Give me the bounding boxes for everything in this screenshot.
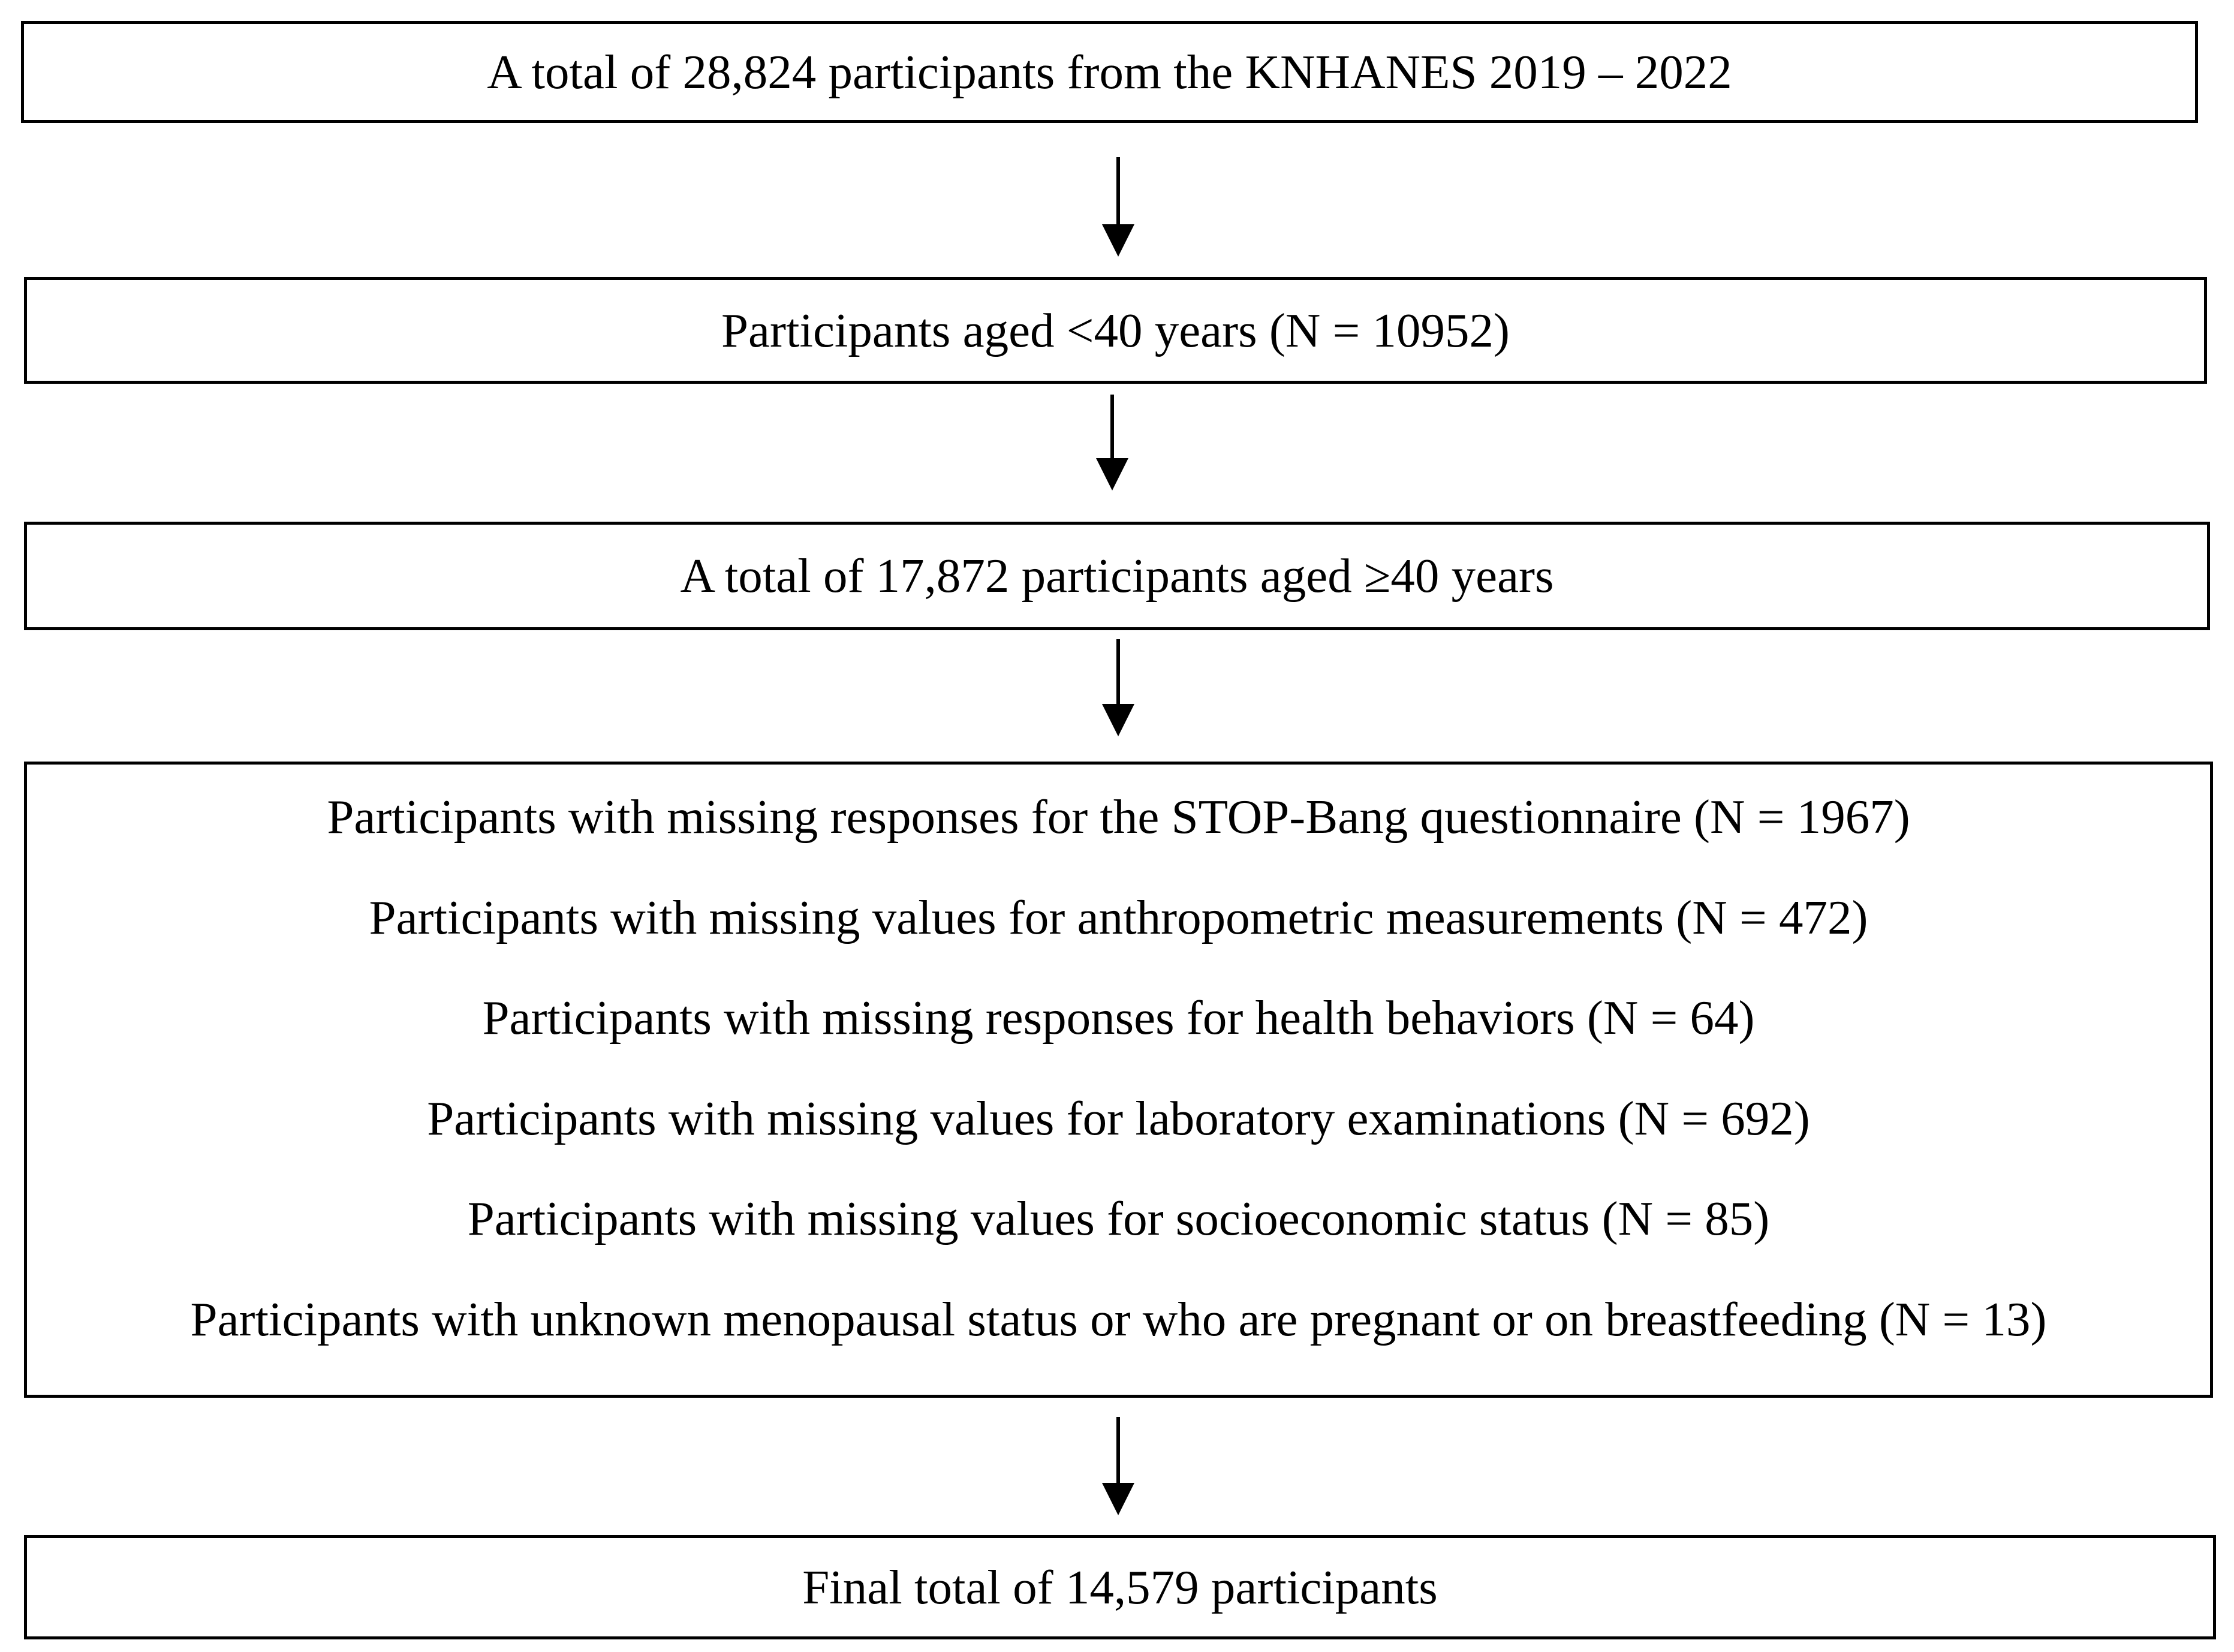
arrow-down-2 [1091, 395, 1133, 492]
under-40-text: Participants aged <40 years (N = 10952) [721, 303, 1510, 357]
final-total-text: Final total of 14,579 participants [802, 1560, 1438, 1614]
exclusion-menopausal-pregnant: Participants with unknown menopausal status or who are pregnant or on breastfeeding (N = 13) [190, 1292, 2047, 1346]
total-participants-box [21, 21, 2198, 123]
arrow-down-3 [1097, 639, 1139, 738]
total-participants-text: A total of 28,824 participants from the KNHANES 2019 – 2022 [487, 44, 1732, 99]
exclusions-box [24, 762, 2213, 1398]
arrow-down-4 [1097, 1417, 1139, 1516]
exclusion-health-behaviors: Participants with missing responses for health behaviors (N = 64) [482, 991, 1755, 1045]
exclusion-stop-bang: Participants with missing responses for the STOP-Bang questionnaire (N = 1967) [327, 790, 1910, 844]
exclusion-anthropometric: Participants with missing values for anthropometric measurements (N = 472) [369, 890, 1868, 944]
exclusion-socioeconomic: Participants with missing values for socioeconomic status (N = 85) [467, 1191, 1770, 1245]
under-40-box [24, 277, 2207, 384]
over-40-text: A total of 17,872 participants aged ≥40 years [680, 549, 1554, 603]
over-40-box [24, 522, 2210, 630]
exclusion-laboratory: Participants with missing values for laboratory examinations (N = 692) [427, 1091, 1810, 1145]
final-total-box [24, 1535, 2216, 1639]
arrow-down-1 [1097, 157, 1139, 258]
